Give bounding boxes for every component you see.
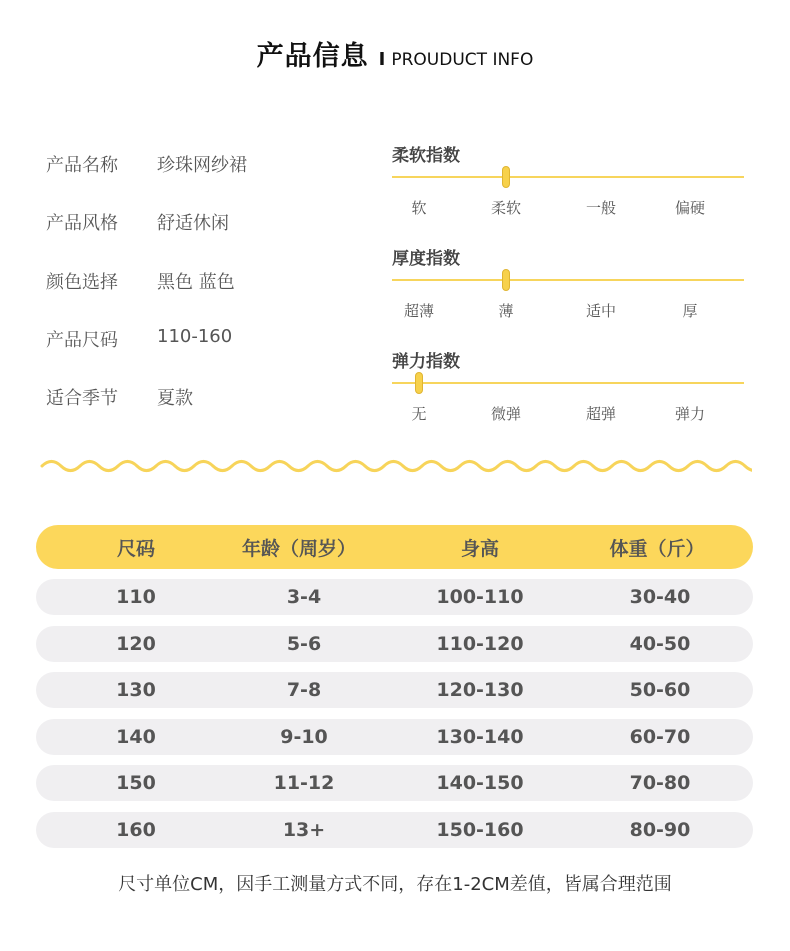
info-label: 适合季节 <box>46 388 118 410</box>
size-note: 尺寸单位CM，因手工测量方式不同，存在1-2CM差值，皆属合理范围 <box>118 874 672 895</box>
scale-option: 微弹 <box>490 405 522 423</box>
thickness-scale <box>392 244 744 320</box>
table-row <box>36 626 753 662</box>
table-cell: 80-90 <box>629 818 691 841</box>
table-cell: 130-140 <box>436 725 524 748</box>
page-title: 产品信息 <box>256 41 369 72</box>
header-cell: 年龄（周岁） <box>241 537 357 560</box>
table-row <box>36 812 753 848</box>
table-header <box>36 525 753 569</box>
table-cell: 120 <box>116 632 156 655</box>
info-value: 黑色 蓝色 <box>157 271 235 293</box>
info-value: 珍珠网纱裙 <box>157 155 247 176</box>
table-cell: 5-6 <box>286 632 322 655</box>
scale-line <box>392 382 744 384</box>
scale-title: 厚度指数 <box>392 249 460 269</box>
scale-option: 厚 <box>682 302 698 320</box>
table-row <box>36 719 753 755</box>
scale-option: 无 <box>411 405 427 423</box>
table-cell: 130 <box>116 679 156 702</box>
scale-option: 一般 <box>585 199 617 217</box>
page-subtitle: PROUDUCT INFO <box>391 50 534 70</box>
table-cell: 150-160 <box>436 818 524 841</box>
scale-option: 超弹 <box>585 405 617 423</box>
softness-scale <box>392 141 744 217</box>
table-cell: 13+ <box>282 818 326 841</box>
info-label: 产品风格 <box>46 213 118 235</box>
table-cell: 70-80 <box>629 772 691 795</box>
info-row <box>46 326 247 384</box>
table-cell: 110-120 <box>436 632 524 655</box>
scale-title: 柔软指数 <box>392 146 460 166</box>
info-value: 夏款 <box>157 388 193 410</box>
product-info-list <box>46 151 247 442</box>
table-cell: 9-10 <box>280 725 328 748</box>
table-cell: 140 <box>116 725 156 748</box>
table-row <box>36 672 753 708</box>
scale-option: 软 <box>411 199 427 217</box>
scale-option: 超薄 <box>403 302 435 320</box>
scale-labels <box>392 197 744 217</box>
table-cell: 60-70 <box>629 725 691 748</box>
scale-marker <box>502 269 510 291</box>
scale-option: 适中 <box>585 302 617 320</box>
scale-labels <box>392 300 744 320</box>
table-cell: 120-130 <box>436 679 524 702</box>
table-cell: 3-4 <box>286 586 322 608</box>
table-cell: 30-40 <box>629 586 691 608</box>
info-row <box>46 151 247 209</box>
info-label: 颜色选择 <box>46 271 118 293</box>
scale-marker <box>502 166 510 188</box>
table-cell: 7-8 <box>286 679 322 702</box>
section-header <box>0 34 790 73</box>
info-label: 产品名称 <box>46 155 118 176</box>
info-row <box>46 268 247 326</box>
header-cell: 身高 <box>460 537 500 560</box>
info-row <box>46 209 247 267</box>
scale-title: 弹力指数 <box>392 352 460 372</box>
scale-option: 偏硬 <box>674 199 706 217</box>
wave-divider <box>40 452 752 480</box>
size-table <box>36 525 753 859</box>
info-row <box>46 384 247 442</box>
table-cell: 110 <box>116 586 156 608</box>
elasticity-scale <box>392 347 744 423</box>
scale-labels <box>392 403 744 423</box>
header-cell: 尺码 <box>116 537 156 560</box>
info-value: 舒适休闲 <box>157 213 229 235</box>
table-cell: 40-50 <box>629 632 691 655</box>
info-label: 产品尺码 <box>46 329 118 351</box>
header-cell: 体重（斤） <box>609 537 705 560</box>
info-value: 110-160 <box>157 325 233 347</box>
table-row <box>36 765 753 801</box>
table-cell: 150 <box>116 772 156 795</box>
scale-option: 弹力 <box>674 405 706 423</box>
scale-line <box>392 176 744 178</box>
table-row <box>36 579 753 615</box>
table-cell: 140-150 <box>436 772 524 795</box>
scale-line <box>392 279 744 281</box>
table-cell: 11-12 <box>273 772 335 795</box>
scale-option: 薄 <box>498 302 514 320</box>
title-separator: I <box>378 49 386 70</box>
table-cell: 50-60 <box>629 679 691 702</box>
table-cell: 160 <box>116 818 156 841</box>
scale-marker <box>415 372 423 394</box>
table-cell: 100-110 <box>436 586 524 608</box>
scale-option: 柔软 <box>490 199 522 217</box>
